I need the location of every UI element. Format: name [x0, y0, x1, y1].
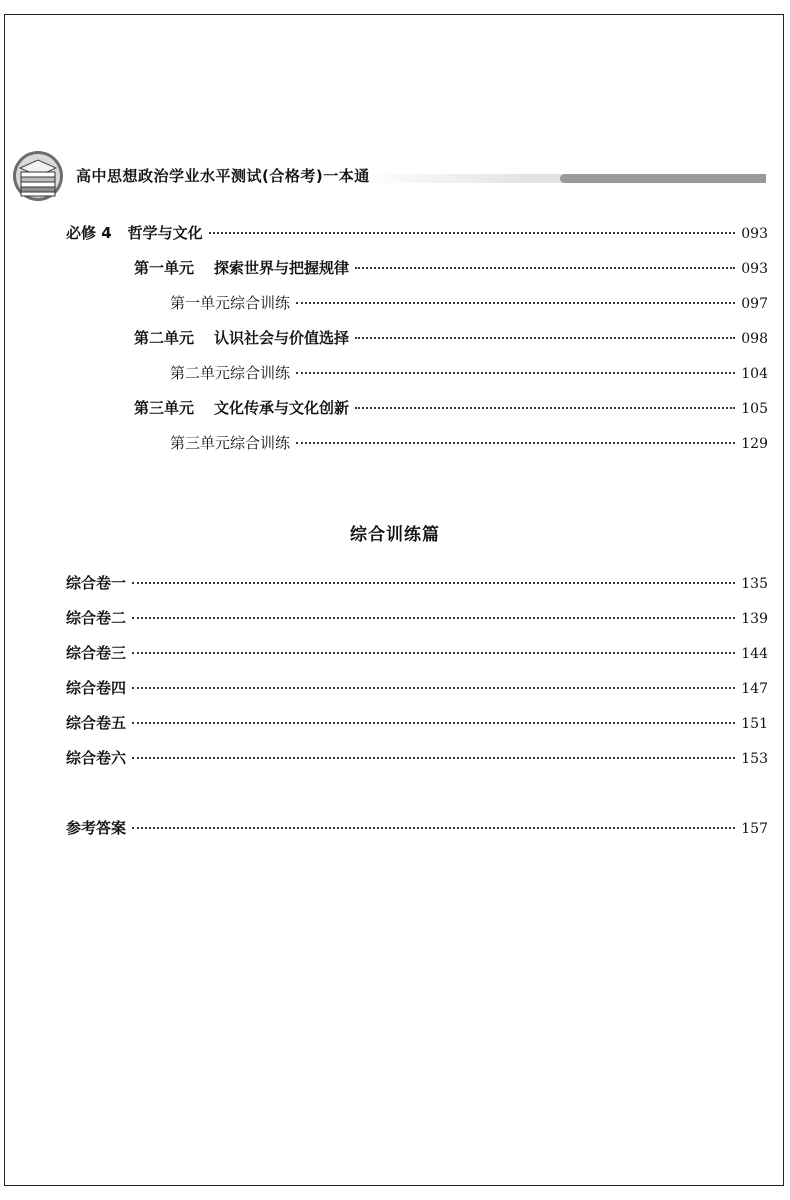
book-stack-icon	[12, 150, 64, 202]
dot-leader	[132, 757, 735, 759]
toc-entry-answers[interactable]	[66, 817, 768, 843]
unit-number: 第三单元	[134, 399, 195, 417]
toc-entry-label: 综合卷四	[66, 679, 127, 697]
unit-number: 第一单元	[134, 259, 195, 277]
dot-leader	[355, 267, 735, 269]
dot-leader	[132, 652, 735, 654]
module-title: 哲学与文化	[127, 224, 203, 242]
toc-entry-unit[interactable]	[134, 327, 768, 353]
toc-entry-label	[134, 327, 349, 348]
toc-entry-label	[66, 222, 203, 243]
dot-leader	[209, 232, 736, 234]
toc-entry-label	[134, 257, 349, 278]
dot-leader	[132, 827, 735, 829]
page-number: 135	[741, 576, 768, 592]
dot-leader	[296, 372, 735, 374]
toc-entry-label: 第一单元综合训练	[170, 294, 291, 312]
toc-entry-label: 第二单元综合训练	[170, 364, 291, 382]
toc-entry-unit[interactable]	[134, 257, 768, 283]
toc-entry-label: 参考答案	[66, 819, 127, 837]
toc-entry-label: 综合卷三	[66, 644, 127, 662]
header-title: 高中思想政治学业水平测试(合格考)一本通	[76, 167, 370, 185]
dot-leader	[132, 582, 735, 584]
toc-entry-label: 综合卷一	[66, 574, 127, 592]
toc-entry-exam[interactable]	[66, 677, 768, 703]
toc-entry-exam[interactable]	[66, 607, 768, 633]
dot-leader	[132, 722, 735, 724]
toc-entry-exam[interactable]	[66, 572, 768, 598]
page-number: 139	[741, 611, 768, 627]
dot-leader	[296, 302, 735, 304]
toc-entry-training[interactable]	[170, 432, 768, 458]
page-number: 104	[741, 366, 768, 382]
dot-leader	[355, 407, 735, 409]
toc-entry-label: 第三单元综合训练	[170, 434, 291, 452]
unit-number: 第二单元	[134, 329, 195, 347]
unit-title: 认识社会与价值选择	[214, 329, 350, 347]
page-number: 098	[741, 331, 768, 347]
toc-entry-training[interactable]	[170, 362, 768, 388]
section-title: 综合训练篇	[350, 525, 440, 545]
dot-leader	[132, 617, 735, 619]
page-number: 153	[741, 751, 768, 767]
unit-title: 文化传承与文化创新	[214, 399, 350, 417]
dot-leader	[132, 687, 735, 689]
page-number: 144	[741, 646, 768, 662]
page-number: 129	[741, 436, 768, 452]
toc-entry-exam[interactable]	[66, 712, 768, 738]
running-header	[12, 150, 772, 206]
toc-entry-label	[134, 397, 349, 418]
header-rule-dark	[560, 174, 766, 183]
page-number: 093	[741, 226, 768, 242]
toc-entry-unit[interactable]	[134, 397, 768, 423]
toc-entry-module[interactable]	[66, 222, 768, 248]
toc-entry-exam[interactable]	[66, 747, 768, 773]
page-number: 097	[741, 296, 768, 312]
page-number: 157	[741, 821, 768, 837]
page-number: 105	[741, 401, 768, 417]
toc-entry-label: 综合卷二	[66, 609, 127, 627]
toc-entry-label: 综合卷六	[66, 749, 127, 767]
module-number: 必修 4	[66, 224, 112, 242]
dot-leader	[296, 442, 735, 444]
page-number: 093	[741, 261, 768, 277]
toc-entry-exam[interactable]	[66, 642, 768, 668]
toc-entry-label: 综合卷五	[66, 714, 127, 732]
page-number: 151	[741, 716, 768, 732]
unit-title: 探索世界与把握规律	[214, 259, 350, 277]
dot-leader	[355, 337, 735, 339]
toc-entry-training[interactable]	[170, 292, 768, 318]
page-number: 147	[741, 681, 768, 697]
